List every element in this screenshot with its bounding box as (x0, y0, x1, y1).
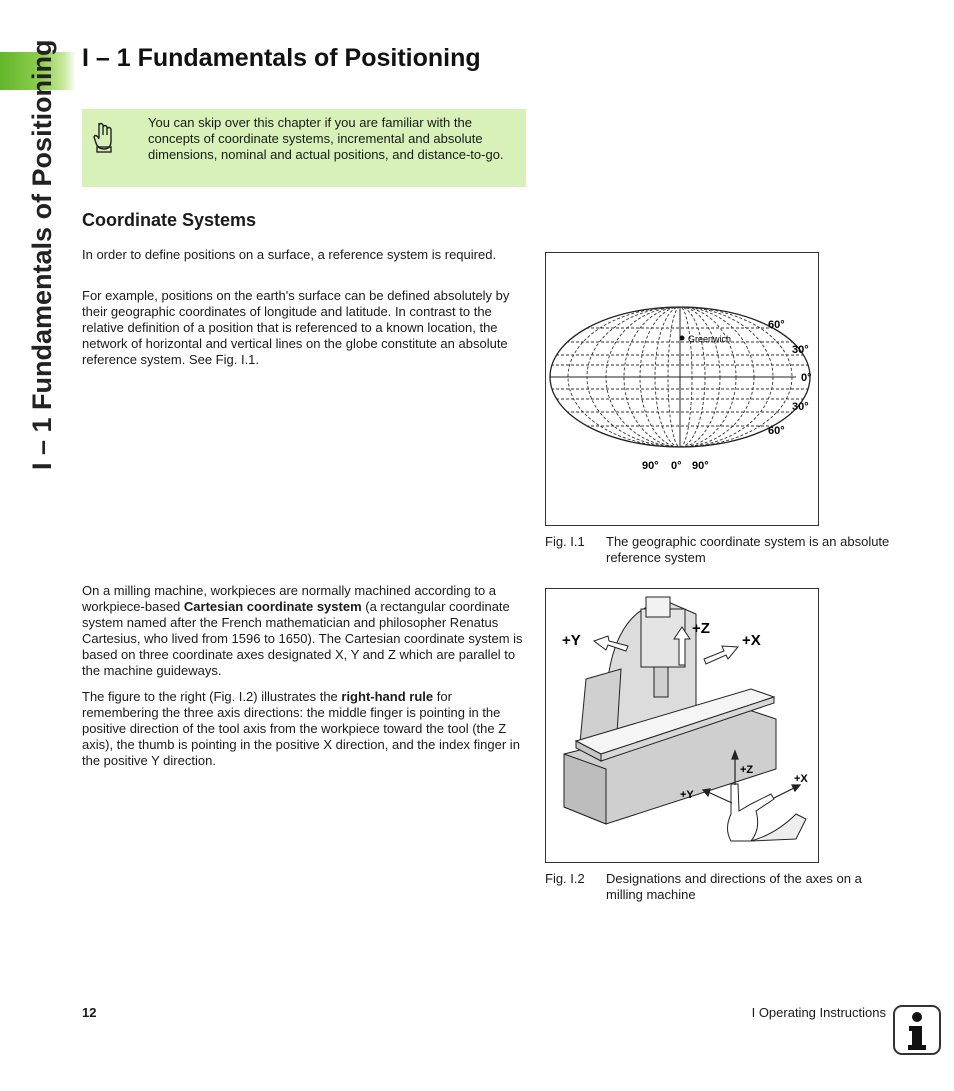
caption-number: Fig. I.2 (545, 871, 585, 886)
axis-label: +Z (692, 620, 710, 637)
section-heading: Coordinate Systems (82, 210, 257, 230)
milling-machine-diagram (546, 589, 818, 862)
axis-label: +X (794, 773, 808, 785)
paragraph-text: On a milling machine, workpieces are normally machined according to a workpiece-based (82, 583, 497, 614)
bold-term: Cartesian coordinate system (183, 599, 362, 614)
greenwich-label: Greenwich (688, 334, 732, 344)
paragraph (82, 689, 524, 769)
axis-label: +Z (740, 764, 754, 776)
lat-label: 30° (792, 401, 809, 413)
greenwich-marker (680, 336, 685, 341)
page-title: I – 1 Fundamentals of Positioning (82, 44, 481, 72)
figure-globe (545, 252, 819, 526)
paragraph-text: (a rectangular coordinate system named after the French mathematician and philosopher Renatus Cartesius, who lived from 1596 to 1650). The Cartesian coordinate system is based on three coordinate axes designated X, Y and Z which are parallel to the machine guideways. (82, 599, 523, 678)
caption-text: Designations and directions of the axes on a milling machine (606, 871, 862, 902)
caption-text: The geographic coordinate system is an absolute reference system (606, 534, 890, 565)
side-chapter-title: I – 1 Fundamentals of Positioning (27, 39, 57, 470)
paragraph (82, 583, 524, 679)
lat-label: 30° (792, 344, 809, 356)
paragraph: For example, positions on the earth's surface can be defined absolutely by their geographic coordinates of longitude and latitude. In contrast to the relative definition of a position that is referenced to a known location, the network of horizontal and vertical lines on the globe constitute an absolute reference system. See Fig. I.1. (82, 288, 510, 367)
axis-label: +Y (562, 632, 581, 649)
lon-label: 90° (692, 460, 709, 472)
lat-label: 0° (801, 372, 812, 384)
lon-label: 90° (642, 460, 659, 472)
info-icon (893, 1005, 941, 1055)
caption-number: Fig. I.1 (545, 534, 585, 549)
lat-label: 60° (768, 319, 785, 331)
note-text: You can skip over this chapter if you are familiar with the concepts of coordinate systems, incremental and absolute dimensions, nominal and actual positions, and distance-to-go. (148, 115, 504, 162)
bold-term: right-hand rule (341, 689, 434, 704)
paragraph-text: for remembering the three axis directions: the middle finger is pointing in the positive direction of the tool axis from the workpiece toward the tool (the Z axis), the thumb is pointing in the positive X direction, and the index finger in the positive Y direction. (82, 689, 520, 768)
axis-label: +X (742, 632, 761, 649)
page-number: 12 (82, 1005, 97, 1020)
globe-diagram (546, 253, 818, 525)
paragraph-text: The figure to the right (Fig. I.2) illustrates the (82, 689, 342, 704)
axis-label: +Y (680, 789, 694, 801)
lat-label: 60° (768, 425, 785, 437)
lon-label: 0° (671, 460, 682, 472)
footer-section: I Operating Instructions (751, 1005, 886, 1020)
info-icon (895, 1007, 939, 1053)
figure-milling-machine (545, 588, 819, 863)
paragraph: In order to define positions on a surface, a reference system is required. (82, 247, 497, 262)
pointing-hand-icon (92, 121, 116, 153)
note-box (82, 109, 526, 187)
